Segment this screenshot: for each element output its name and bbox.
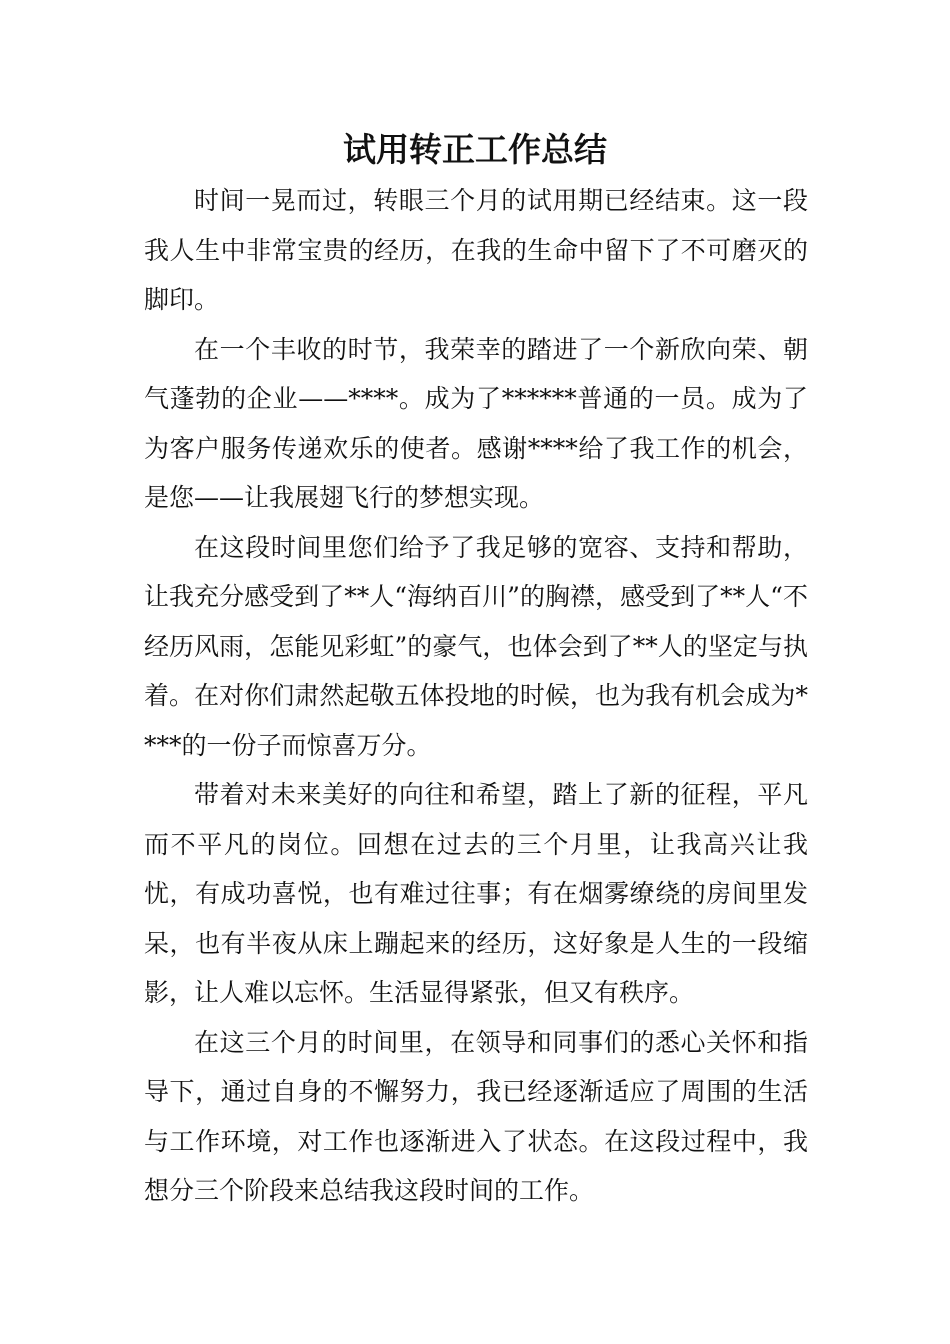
paragraph-4: 带着对未来美好的向往和希望，踏上了新的征程，平凡而不平凡的岗位。回想在过去的三个月里，让我高兴让我忧，有成功喜悦，也有难过往事；有在烟雾缭绕的房间里发呆，也有半夜从床上蹦起来的经历，这好象是人生的一段缩影，让人难以忘怀。生活显得紧张，但又有秩序。 [144, 780, 808, 1007]
paragraph-2: 在一个丰收的时节，我荣幸的踏进了一个新欣向荣、朝气蓬勃的企业——****。成为了******普通的一员。成为了为客户服务传递欢乐的使者。感谢****给了我工作的机会，是您——让我展翅飞行的梦想实现。 [144, 334, 808, 512]
document-body [144, 176, 808, 1216]
paragraph-3: 在这段时间里您们给予了我足够的宽容、支持和帮助，让我充分感受到了**人“海纳百川”的胸襟，感受到了**人“不经历风雨，怎能见彩虹”的豪气，也体会到了**人的坚定与执着。在对你们肃然起敬五体投地的时候，也为我有机会成为****的一份子而惊喜万分。 [144, 532, 808, 760]
paragraph-5: 在这三个月的时间里，在领导和同事们的悉心关怀和指导下，通过自身的不懈努力，我已经逐渐适应了周围的生活与工作环境，对工作也逐渐进入了状态。在这段过程中，我想分三个阶段来总结我这段时间的工作。 [144, 1027, 808, 1205]
paragraph-1: 时间一晃而过，转眼三个月的试用期已经结束。这一段我人生中非常宝贵的经历，在我的生命中留下了不可磨灭的脚印。 [144, 186, 808, 314]
document-title: 试用转正工作总结 [343, 130, 607, 169]
